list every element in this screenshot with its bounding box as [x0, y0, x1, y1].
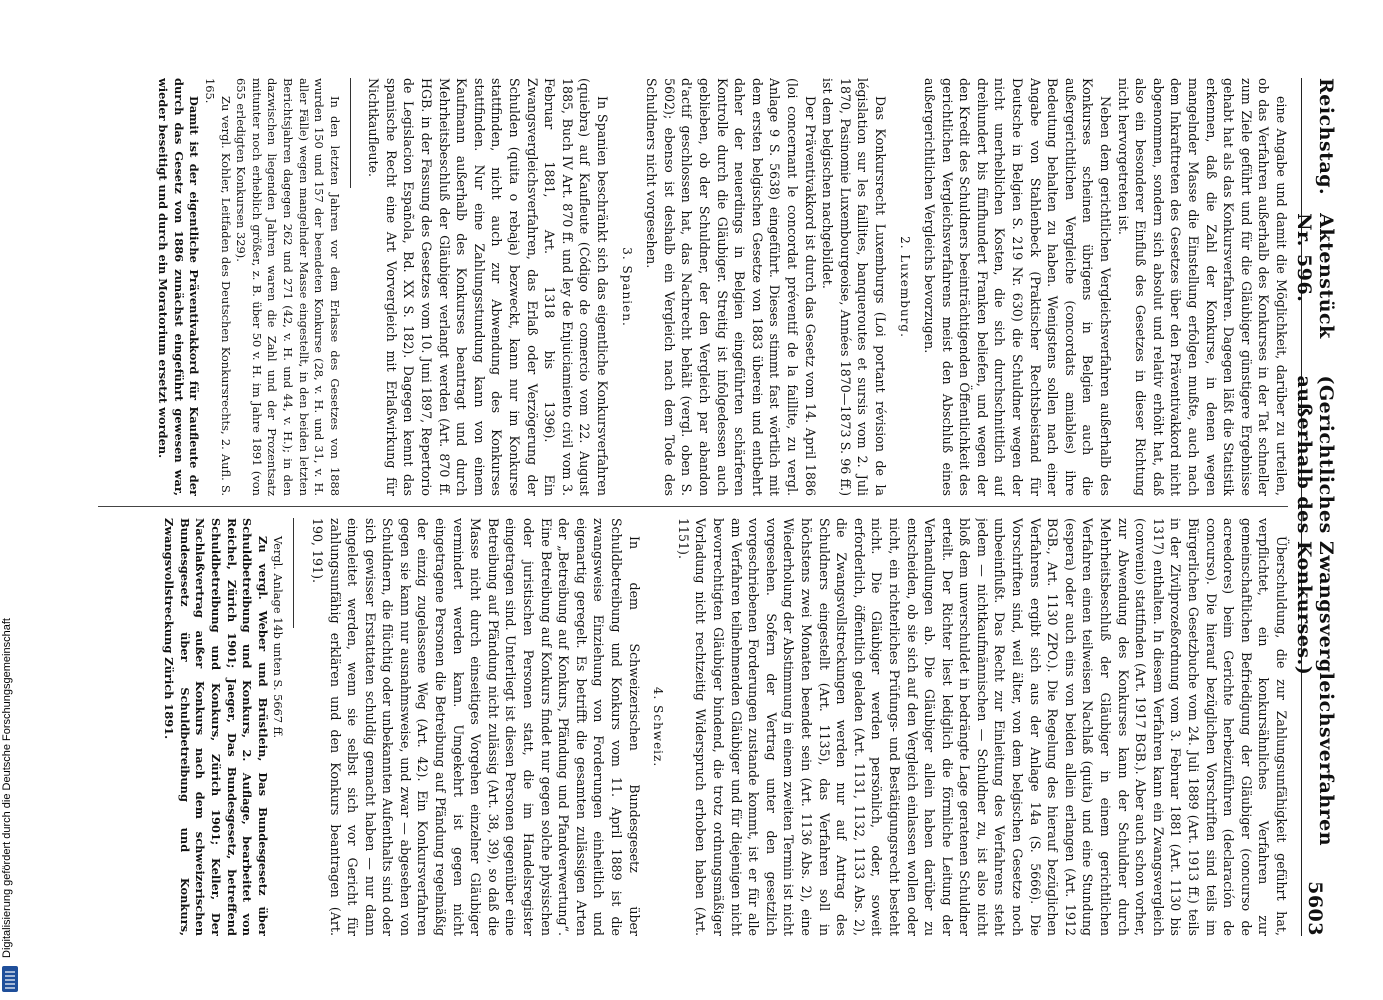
section-heading-spanien: 3. Spanien. — [619, 247, 634, 327]
page-number: 5603 — [1304, 881, 1326, 936]
paragraph: Das Konkursrecht Luxemburgs (Loi portant révision de la législation sur les faillites, banqueroutes et sursis vom 2. Juli 1870, Pasinomie Luxembourgeoise, Années 1870—1873 S. 96 ff.) ist dem belgischen nachgebildet. — [820, 78, 888, 496]
dfg-logo-mark — [5, 969, 15, 989]
paragraph: In Spanien beschränkt sich das eigentliche Konkursverfahren (quiebra) auf Kaufleute (Código de comercio vom 22. August 1885, Buch IV Art. 870 ff. und ley de Enjuiciamiento civil vom 3. Februar 1881, Art. 1318 bis 1396). Ein Zwangsvergleichsverfahren, das Erlaß oder Verzögerung der Schulden (quita o rebaja) bezweckt, kann nur im Konkurse stattfinden, nicht auch zur Abwendung des Konkurses stattfinden. Nur eine Zahlungsstundung kann von einem Kaufmann außerhalb des Konkurses beantragt und durch Mehrheitsbeschluß der Gläubiger verlangt werden (Art. 870 ff. HGB. in der Fassung des Gesetzes vom 10. Juni 1897, Repertorio de Legislacion Española, Bd. XX S. 182). Dagegen kennt das spanische Recht eine Art Vorvergleich mit Erlaßwirkung für Nichtkaufleute. — [366, 78, 611, 496]
footnote: Zu vergl. Kohler, Leitfaden des Deutschen Konkursrechts, 2. Aufl. S. 165. — [202, 78, 233, 496]
section-heading-luxemburg: 2. Luxemburg. — [897, 236, 912, 338]
footnote-divider — [293, 518, 294, 628]
footnote: Damit ist der eigentliche Präventivakkord für Kaufleute der durch das Gesetz von 1886 zunächst eingeführt gewesen war, wieder beseitigt und durch ein Moratorium ersetzt worden. — [156, 78, 202, 496]
header-document: Aktenstück Nr. 596. — [1293, 213, 1337, 339]
footnote: In den letzten Jahren vor dem Erlasse des Gesetzes von 1888 wurden 150 und 157 der beendeten Konkurse (28, v. H. und 31, v. H. aller Fälle) wegen mangelnder Masse eingestellt, in den beiden letzten Berichtsjahren dagegen 262 und 271 (42, v. H. und 44, v. H.); in den dazwischen liegenden Jahren waren die Zahl und der Prozentsatz mitunter noch erheblich größer, z. B. über 50 v. H. im Jahre 1891 (von 655 erledigten Konkursen 329). — [234, 78, 342, 496]
footnote: Vergl. Anlage 14b unten S. 5667 ff. — [271, 536, 286, 739]
left-column — [95, 78, 1290, 496]
header-section: Reichstag. — [1315, 78, 1337, 196]
column-divider — [98, 506, 1288, 507]
digitization-notice: Digitalisierung gefördert durch die Deutsche Forschungsgemeinschaft — [1, 618, 13, 958]
right-column — [95, 518, 1290, 936]
dfg-logo — [2, 966, 18, 992]
header-subject: (Gerichtliches Zwangsvergleichsverfahren außerhalb des Konkurses.) — [1293, 375, 1337, 847]
paragraph: Überschuldung, die zur Zahlungsunfähigkeit geführt hat, verpflichtet, ein konkursähnliches Verfahren zur gemeinschaftlichen Befriedigung der Gläubiger (concurso de acreedores) beim Gerichte herbeizuführen (declaración de concurso). Die hierauf bezüglichen Vorschriften sind teils im Bürgerlichen Gesetzbuche vom 24. Juli 1889 (Art. 1913 ff.) teils in der Zivilprozeßordnung vom 3. Februar 1881 (Art. 1130 bis 1317) enthalten. In diesem Verfahren kann ein Zwangsvergleich (convenio) stattfinden (Art. 1917 BGB.). Aber auch schon vorher, zur Abwendung des Konkurses kann der Schuldner durch Mehrheitsbeschluß der Gläubiger in einem gerichtlichen Verfahren einen teilweisen Nachlaß (quita) und eine Stundung (espera) oder auch eins von beiden allein erlangen (Art. 1912 BGB., Art. 1130 ZPO.). Die Regelung des hierauf bezüglichen Verfahrens ergibt sich aus der Anlage 14a (S. 5666). Die Vorschriften sind, weil älter, von dem belgischen Gesetze noch unbeeinflußt. Das Recht zur Einleitung des Verfahrens steht jedem — nichtkaufmännischen — Schuldner zu, ist also nicht bloß dem unverschuldet in bedrängte Lage geratenen Schuldner erteilt. Der Richter liest lediglich die förmliche Leitung der Verhandlungen ab. Die Gläubiger allein haben darüber zu entscheiden, ob sie sich auf den Vergleich einlassen wollen oder nicht, ein richterliches Prüfungs- und Bestätigungsrecht besteht nicht. Die Gläubiger werden persönlich, oder, soweit erforderlich, öffentlich geladen (Art. 1131, 1132, 1133 Abs. 2), die Zwangsvollstreckungen werden nur auf Antrag des Schuldners eingestellt (Art. 1135), das Verfahren soll in höchstens zwei Monaten beendet sein (Art. 1136 Abs. 2), eine Wiederholung der Abstimmung in einem zweiten Termin ist nicht vorgesehen. Sofern der Vertrag unter den gesetzlich vorgeschriebenen Forderungen zustande kommt, ist er für alle am Verfahren teilnehmenden Gläubiger und für diejenigen nicht bevorrechtigten Gläubiger bindend, die trotz ordnungsmäßiger Vorladung nicht rechtzeitig Widerspruch erhoben haben (Art. 1151). — [675, 518, 1289, 936]
paragraph: Der Präventivakkord ist durch das Gesetz vom 14. April 1886 (loi concernant le concordat préventif de la faillite, zu vergl. Anlage 9 S. 5638) eingeführt. Dieses stimmt fast wörtlich mit dem ersten belgischen Gesetze von 1883 überein und entbehrt daher der neuerdings in Belgien eingeführten schärferen Kontrolle durch die Gläubiger. Streitig ist infolgedessen auch geblieben, ob der Schuldner, der den Vergleich par abandon d'actif geschlossen hat, das Nachrecht behält (vergl. oben S. 5602); ebenso ist deshalb ein Vergleich nach dem Tode des Schuldners nicht vorgesehen. — [644, 78, 818, 496]
paragraph: Neben dem gerichtlichen Vergleichsverfahren außerhalb des Konkurses scheinen übrigens in Belgien auch die außergerichtlichen Vergleiche (concordats amiables) ihre Bedeutung behalten zu haben. Wenigstens sollen nach einer Angabe von Stahlenbeck (Praktischer Rechtsbeistand für Deutsche in Belgien S. 219 Nr. 630) die Schuldner wegen der nicht unerheblichen Kosten, die sich durchschnittlich auf dreihundert bis fünfhundert Franken beliefen, und wegen der den Kredit des Schuldners beeinträchtigenden Öffentlichkeit des gerichtlichen Vergleichsverfahrens meist den Abschluß eines außergerichtlichen Vergleichs bevorzugen. — [922, 78, 1114, 496]
scanned-page — [63, 66, 1337, 946]
side-strip — [0, 0, 22, 1000]
footnote: Zu vergl. Weber und Brüstlein, Das Bundesgesetz über Schuldbetreibung und Konkurs, 2. Auflage, bearbeitet von Reichel, Zürich 1901; Jaeger, Das Bundesgesetz, betreffend Schuldbetreibung und Konkurs, Zürich 1901; Keller, Der Nachlaßvertrag außer Konkurs nach dem schweizerischen Bundesgesetz über Schuldbetreibung und Konkurs, Zwangsvollstreckung Zürich 1891. — [162, 518, 270, 936]
paragraph: In dem Schweizerischen Bundesgesetz über Schuldbetreibung und Konkurs vom 11. April 1889 ist die zwangsweise Einziehung von Forderungen einheitlich und eigenartig geregelt. Es betrifft die gesamten zulässigen Arten der „Betreibung auf Konkurs, Pfändung und Pfandverwertung“. Eine Betreibung auf Konkurs findet nur gegen solche physischen oder juristischen Personen statt, die im Handelsregister eingetragen sind. Unterliegt ist diesen Personen gegenüber eine Betreibung auf Pfändung nicht zulässig (Art. 38, 39), so daß die Masse nicht durch einseitiges Vorgehen einzelner Gläubiger vermindert werden kann. Umgekehrt ist gegen nicht eingetragene Personen die Betreibung auf Pfändung regelmäßig der einzig zugelassene Weg (Art. 42). Ein Konkursverfahren gegen sie kann nur ausnahmsweise, und zwar — abgesehen von Schuldnern, die flüchtig oder unbekannten Aufenthalts sind oder sich gewisser Erstattaten schuldig gemacht haben — nur dann eingeleitet werden, wenn sie selbst sich vor Gericht für zahlungsunfähig erklären und den Konkurs beantragen (Art. 190, 191). — [309, 518, 642, 936]
header-left — [1293, 78, 1337, 881]
page-header — [1293, 78, 1337, 936]
section-heading-schweiz: 4. Schweiz. — [651, 686, 666, 768]
paragraph: eine Angabe und damit die Möglichkeit, darüber zu urteilen, ob das Verfahren außerhalb des Konkurses in der Tat schneller zum Ziele geführt und für die Gläubiger günstigere Ergebnisse gehabt hat als das Konkursverfahren. Dagegen läßt die Statistik erkennen, daß die Zahl der Konkurse, in denen wegen mangelnder Masse die Einstellung erfolgen mußte, auch nach dem Inkrafttreten des Gesetzes über den Präventivakkord nicht abgenommen, sondern sich absolut und relativ erhöht hat, daß also ein besonderer Einfluß des Gesetzes in dieser Richtung nicht hervorgetreten ist. — [1115, 78, 1289, 496]
footnote-divider — [350, 78, 351, 188]
